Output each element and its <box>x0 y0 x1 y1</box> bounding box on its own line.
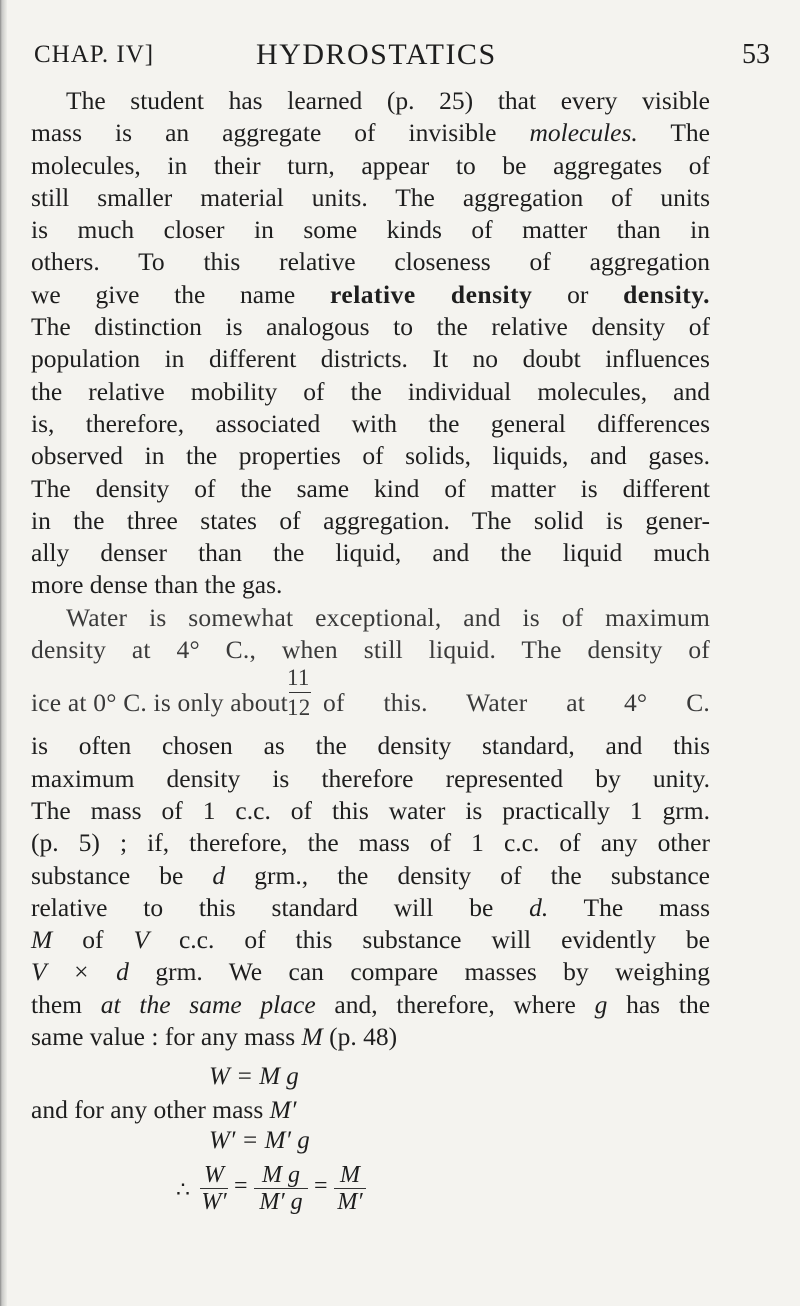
fraction: W W′ <box>201 1162 227 1215</box>
equation-weight: W = M g <box>209 1063 299 1090</box>
text-line: in the three states of aggregation. The solid is gener- <box>31 505 710 535</box>
text-line: Water is somewhat exceptional, and is of maximum <box>66 602 710 632</box>
chapter-label: CHAP. IV] <box>34 41 155 68</box>
text-line: M of V c.c. of this substance will evidently be <box>31 925 711 955</box>
text-line: maximum density is therefore represented by unity. <box>31 763 710 793</box>
running-header <box>34 38 770 81</box>
text-line: The student has learned (p. 25) that every visible <box>66 86 710 115</box>
text-line: V × d grm. We can compare masses by weighing <box>31 957 711 987</box>
fraction: M M′ <box>334 1163 366 1214</box>
text-line: substance be d grm., the density of the substance <box>31 860 710 890</box>
text-line: relative to this standard will be d. The mass <box>31 892 710 922</box>
text-line: we give the name relative density or density. <box>31 279 711 309</box>
text-line: same value : for any mass M (p. 48) <box>31 1022 398 1052</box>
text-line: The density of the same kind of matter is different <box>31 473 710 503</box>
therefore-symbol: ∴ <box>176 1177 190 1202</box>
equation-weight-other: W′ = M′ g <box>209 1127 310 1154</box>
text-line: still smaller material units. The aggregation of units <box>31 182 710 212</box>
page-number: 53 <box>742 39 770 70</box>
bold-term: relative density <box>330 279 533 309</box>
text-line: them at the same place and, therefore, where g has the <box>31 989 711 1019</box>
fraction: M g M′ g <box>254 1163 308 1214</box>
fraction: 11 12 <box>287 665 311 721</box>
text-line: and for any other mass M′ <box>31 1095 297 1124</box>
text-line: The mass of 1 c.c. of this water is practically 1 grm. <box>31 795 710 825</box>
text-line: observed in the properties of solids, liquids, and gases. <box>31 441 710 471</box>
text-line: molecules, in their turn, appear to be aggregates of <box>31 150 710 180</box>
text-line: is much closer in some kinds of matter than in <box>31 215 710 245</box>
text-line-with-fraction: ice at 0° C. is only about 11 12 of this. Water at 4° C. <box>31 665 710 721</box>
text-line: (p. 5) ; if, therefore, the mass of 1 c.c. of any other <box>31 828 710 858</box>
text-line: population in different districts. It no doubt influences <box>31 344 710 374</box>
text-line: density at 4° C., when still liquid. The density of <box>31 635 710 665</box>
text-line: ally denser than the liquid, and the liquid much <box>31 538 710 568</box>
equation-ratio: ∴ W W′ = M g M′ g = M M′ <box>176 1163 436 1213</box>
text-line: others. To this relative closeness of aggregation <box>31 247 710 277</box>
text-line: mass is an aggregate of invisible molecules. The <box>31 118 711 148</box>
text-line: more dense than the gas. <box>31 570 283 600</box>
page-title: HYDROSTATICS <box>256 38 497 71</box>
bold-term: density. <box>623 279 711 309</box>
body-text <box>31 85 710 1053</box>
italic-term: molecules. <box>529 118 638 148</box>
text-line: is often chosen as the density standard, and this <box>31 731 710 761</box>
text-line: The distinction is analogous to the relative density of <box>31 312 710 342</box>
text-line: is, therefore, associated with the general differences <box>31 408 710 438</box>
page-edge-shadow <box>0 0 7 1306</box>
text-line: the relative mobility of the individual molecules, and <box>31 376 710 406</box>
